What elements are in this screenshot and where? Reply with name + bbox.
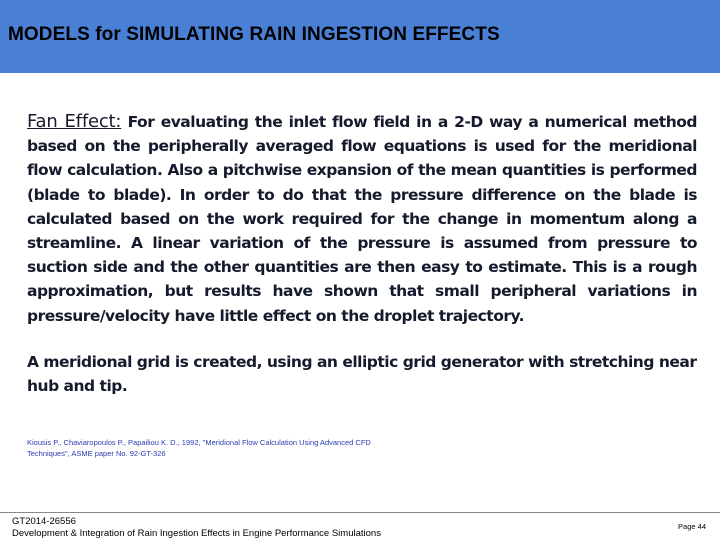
fan-effect-paragraph (27, 110, 697, 328)
fan-effect-text: For evaluating the inlet flow field in a 2-D way a numerical method based on the peripherally averaged flow equations is used for the meridional flow calculation. Also a pitchwise expansion of the mean quantities is performed (blade to blade). In order to do that the pressure difference on the blade is calculated based on the work required for the change in momentum along a streamline. A linear variation of the pressure is assumed from pressure to suction side and the other quantities are then easy to estimate. This is a rough approximation, but results have shown that small peripheral variations in pressure/velocity have little effect on the droplet trajectory. (27, 113, 697, 325)
meridional-grid-text: A meridional grid is created, using an elliptic grid generator with stretching near hub and tip. (27, 353, 697, 396)
meridional-grid-paragraph (27, 350, 697, 398)
reference-citation: Kiousis P., Chaviaropoulos P., Papailiou K. D., 1992, "Meridional Flow Calculation Using Advanced CFD Techniques", ASME paper No. 92-GT-326 (27, 438, 371, 458)
slide-title: MODELS for SIMULATING RAIN INGESTION EFFECTS (8, 24, 500, 45)
fan-effect-heading: Fan Effect: (27, 111, 122, 132)
footer-divider (0, 512, 720, 513)
paper-number: GT2014-26556 (12, 516, 76, 527)
footer-info (12, 516, 381, 540)
page-number: Page 44 (678, 522, 706, 531)
paper-title: Development & Integration of Rain Ingestion Effects in Engine Performance Simulations (12, 528, 381, 539)
title-bar (0, 0, 720, 73)
